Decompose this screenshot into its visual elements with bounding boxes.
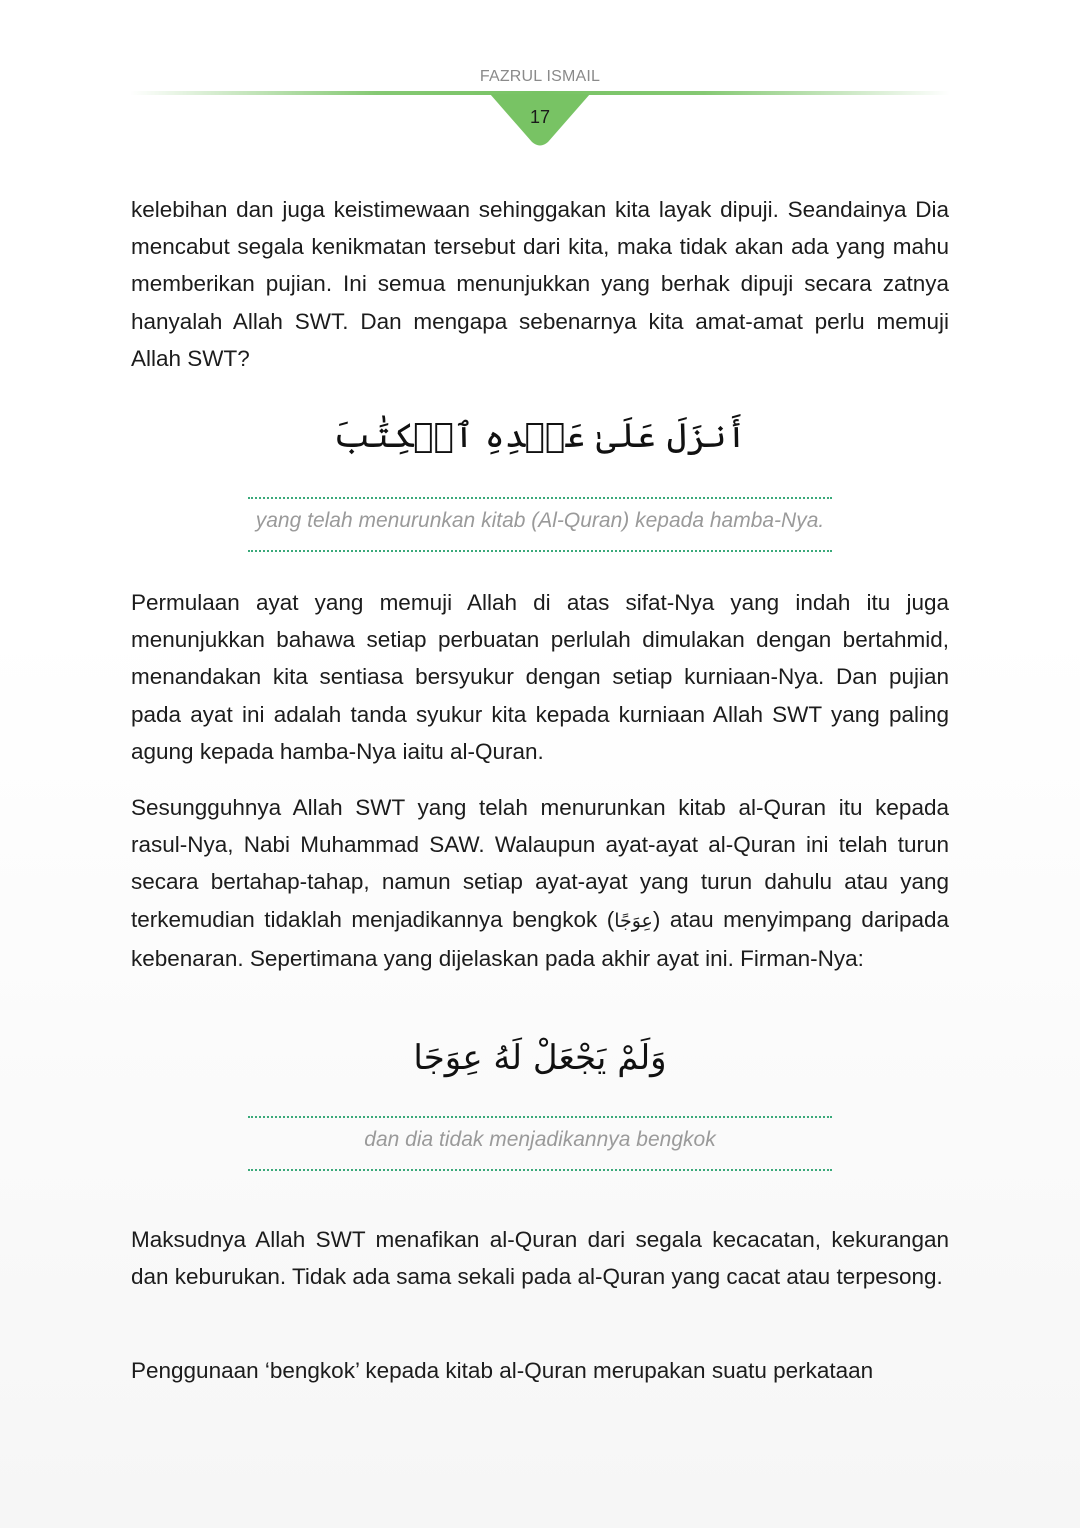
paragraph: Penggunaan ‘bengkok’ kepada kitab al-Quran merupakan suatu perkataan: [131, 1358, 874, 1383]
paragraph: kelebihan dan juga keistimewaan sehinggakan kita layak dipuji. Seandainya Dia mencabut segala kenikmatan tersebut dari kita, maka tidak akan ada yang mahu memberikan pujian. Ini semua menunjukkan yang berhak dipuji secara zatnya hanyalah Allah SWT. Dan mengapa sebenarnya kita amat-amat perlu memuji Allah SWT?: [131, 197, 949, 371]
paragraph-1-block: [131, 191, 949, 377]
paragraph-2-block: [131, 584, 949, 770]
paragraph-text: Sesungguhnya Allah SWT yang telah menurunkan kitab al-Quran itu kepada rasul-Nya, Nabi Muhammad SAW. Walaupun ayat-ayat al-Quran ini telah turun secara bertahap-tahap, namun setiap ayat-ayat yang turun dahulu atau yang terkemudian tidaklah menjadikannya bengkok (: [131, 795, 949, 932]
dotted-divider: [248, 1169, 832, 1171]
paragraph: Maksudnya Allah SWT menafikan al-Quran dari segala kecacatan, kekurangan dan keburukan. Tidak ada sama sekali pada al-Quran yang cacat atau terpesong.: [131, 1227, 949, 1290]
arabic-verse-2: وَلَمْ يَجْعَلْ لَهُ عِوَجَا: [413, 1038, 667, 1078]
arabic-verse-1: أَنزَلَ عَلَىٰ عَبۡدِهِ ٱلۡكِتَٰبَ: [333, 416, 747, 456]
paragraph: Permulaan ayat yang memuji Allah di atas sifat-Nya yang indah itu juga menunjukkan bahawa setiap perbuatan perlulah dimulakan dengan bertahmid, menandakan kita sentiasa bersyukur dengan setiap kurniaan-Nya. Dan pujian pada ayat ini adalah tanda syukur kita kepada kurniaan Allah SWT yang paling agung kepada hamba-Nya iaitu al-Quran.: [131, 590, 949, 764]
verse-translation-1: yang telah menurunkan kitab (Al-Quran) kepada hamba-Nya.: [255, 509, 825, 532]
dotted-divider: [248, 1116, 832, 1118]
running-head-author: FAZRUL ISMAIL: [479, 68, 601, 85]
dotted-divider: [248, 550, 832, 552]
page-number: 17: [529, 107, 551, 127]
paragraph-4-block: [131, 1221, 949, 1295]
page-header: [0, 0, 1080, 150]
paragraph-text: ) atau menyimpang daripada kebenaran. Sepertimana yang dijelaskan pada akhir ayat ini. Firman-Nya:: [131, 906, 949, 971]
paragraph: [131, 789, 949, 977]
paragraph-5-block: [131, 1352, 949, 1389]
inline-arabic-word: عِوَجًا: [614, 909, 653, 932]
paragraph-3-block: [131, 789, 949, 977]
dotted-divider: [248, 497, 832, 499]
verse-translation-2: dan dia tidak menjadikannya bengkok: [364, 1128, 716, 1151]
